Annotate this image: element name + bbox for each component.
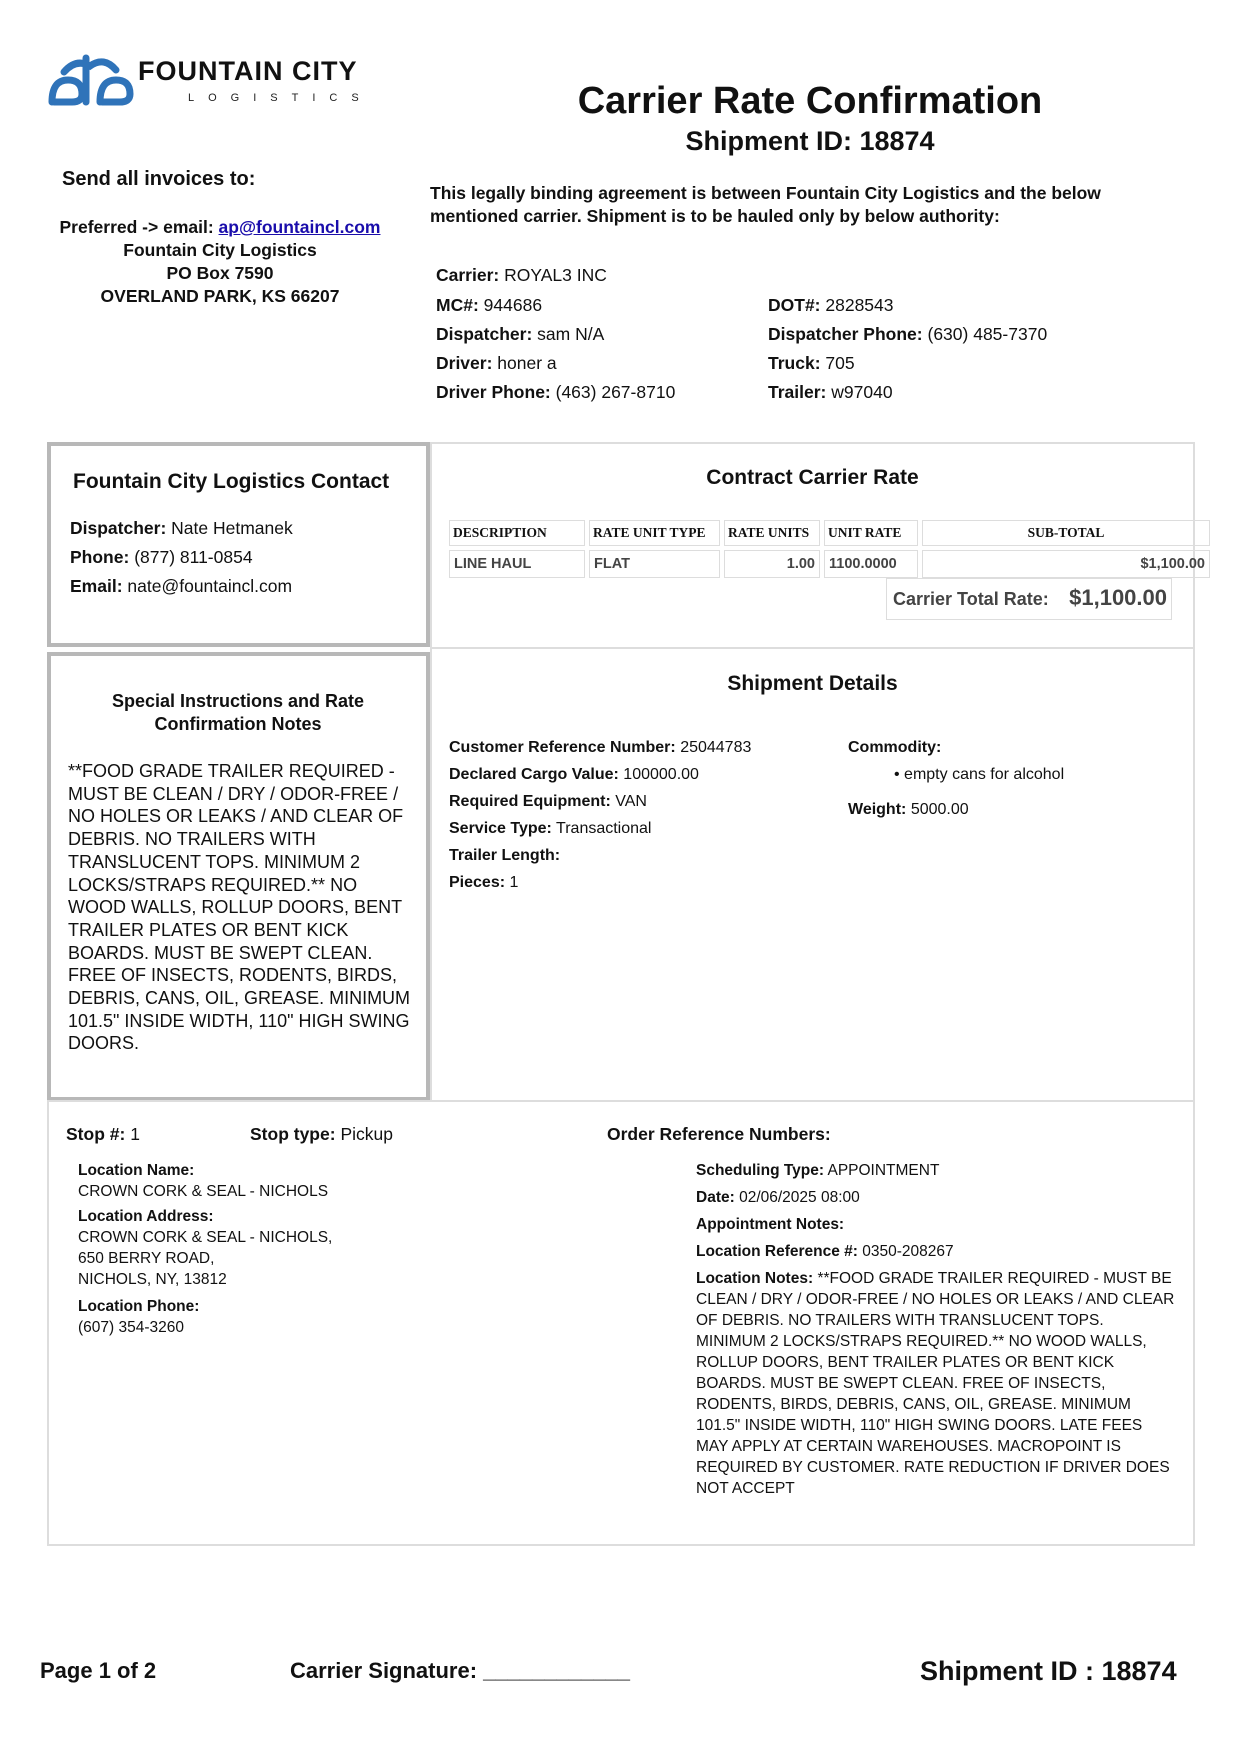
location-address-label: Location Address: [78,1208,214,1225]
trailer-length: Trailer Length: [449,847,561,864]
contact-email: Email: nate@fountaincl.com [70,576,293,596]
rate-cell: 1100.0000 [824,550,918,578]
cargo-value: Declared Cargo Value: 100000.00 [449,766,699,783]
address-line: NICHOLS, NY, 13812 [78,1271,227,1288]
order-ref-heading: Order Reference Numbers: [607,1124,831,1144]
location-notes: Location Notes: **FOOD GRADE TRAILER REQUIRED - MUST BE CLEAN / DRY / ODOR-FREE / NO HOLES OR LEAKS / AND CLEAR OF DEBRIS. NO TRAILERS WITH TRANSLUCENT TOPS. MINIMUM 2 LOCKS/STRAPS REQUIRED.** NO WOOD WALLS, ROLLUP DOORS, BENT TRAILER PLATES OR BENT KICK BOARDS. MUST BE SWEPT CLEAN. FREE OF INSECTS, RODENTS, BIRDS, DEBRIS, CANS, OIL, GREASE. MINIMUM 101.5" INSIDE WIDTH, 110" HIGH SWING DOORS. LATE FEES MAY APPLY AT CERTAIN WAREHOUSES. MACROPOINT IS REQUIRED BY CUSTOMER. RATE REDUCTION IF DRIVER DOES NOT ACCEPT [696,1270,1175,1497]
agreement-text: This legally binding agreement is between Fountain City Logistics and the below mentioned carrier. Shipment is to be hauled only by below authority: [430,183,1101,226]
scheduling-type: Scheduling Type: APPOINTMENT [696,1162,940,1179]
weight: Weight: 5000.00 [848,801,969,818]
pieces: Pieces: 1 [449,874,519,891]
total-label: Carrier Total Rate: [893,589,1049,609]
invoice-city: OVERLAND PARK, KS 66207 [100,286,340,306]
rate-table [445,516,1214,582]
driver-phone-line: Driver Phone: (463) 267-8710 [436,382,676,402]
rate-cell: $1,100.00 [922,550,1210,578]
invoice-email-link[interactable]: ap@fountaincl.com [218,217,381,237]
stop-number: Stop #: 1 [66,1124,140,1144]
trailer-line: Trailer: w97040 [768,382,893,402]
details-box [430,649,1195,1101]
truck-line: Truck: 705 [768,353,855,373]
total-value: $1,100.00 [1069,585,1167,610]
carrier-line: Carrier: ROYAL3 INC [436,265,607,285]
page-number: Page 1 of 2 [40,1658,157,1683]
invoice-company: Fountain City Logistics [123,240,317,260]
preferred-label: Preferred -> email: [59,217,214,237]
dispatcher-phone-line: Dispatcher Phone: (630) 485-7370 [768,324,1048,344]
rate-header: DESCRIPTION [449,520,585,546]
logo-name: FOUNTAIN CITY [138,56,358,86]
contact-phone: Phone: (877) 811-0854 [70,547,253,567]
address-line: CROWN CORK & SEAL - NICHOLS, [78,1229,333,1246]
rate-header: UNIT RATE [824,520,918,546]
stop-type: Stop type: Pickup [250,1124,393,1144]
invoice-heading: Send all invoices to: [62,168,256,190]
details-title: Shipment Details [727,672,898,695]
invoice-po-box: PO Box 7590 [166,263,274,283]
appointment-date: Date: 02/06/2025 08:00 [696,1189,860,1206]
required-equipment: Required Equipment: VAN [449,793,647,810]
fountain-logo-icon [46,50,136,110]
logo-sub: LOGISTICS [188,92,373,104]
appointment-notes-label: Appointment Notes: [696,1216,845,1233]
contact-title: Fountain City Logistics Contact [73,470,390,493]
location-reference: Location Reference #: 0350-208267 [696,1243,954,1260]
address-line: 650 BERRY ROAD, [78,1250,215,1267]
contact-dispatcher: Dispatcher: Nate Hetmanek [70,518,293,538]
rate-header: RATE UNIT TYPE [589,520,720,546]
dispatcher-line: Dispatcher: sam N/A [436,324,605,344]
customer-ref: Customer Reference Number: 25044783 [449,739,752,756]
dot-line: DOT#: 2828543 [768,295,894,315]
rate-cell: LINE HAUL [449,550,585,578]
rate-title: Contract Carrier Rate [706,466,919,489]
location-name-label: Location Name: [78,1162,195,1179]
rate-cell: FLAT [589,550,720,578]
total-box [886,578,1172,620]
appointment-block [696,1160,1176,1499]
footer-shipment-id: Shipment ID : 18874 [920,1656,1177,1686]
rate-header-row [449,520,1210,546]
commodity-label: Commodity: [848,739,942,756]
driver-line: Driver: honer a [436,353,557,373]
rate-cell: 1.00 [724,550,820,578]
notes-title: Special Instructions and Rate Confirmation Notes [111,691,365,734]
commodity-item: • empty cans for alcohol [894,766,1065,783]
service-type: Service Type: Transactional [449,820,652,837]
location-name: CROWN CORK & SEAL - NICHOLS [78,1183,329,1200]
mc-line: MC#: 944686 [436,295,543,315]
rate-row [449,550,1210,578]
location-block [78,1160,498,1338]
rate-header: RATE UNITS [724,520,820,546]
notes-text: **FOOD GRADE TRAILER REQUIRED - MUST BE CLEAN / DRY / ODOR-FREE / NO HOLES OR LEAKS / AND CLEAR OF DEBRIS. NO TRAILERS WITH TRANSLUCENT TOPS. MINIMUM 2 LOCKS/STRAPS REQUIRED.** NO WOOD WALLS, ROLLUP DOORS, BENT TRAILER PLATES OR BENT KICK BOARDS. MUST BE SWEPT CLEAN. FREE OF INSECTS, RODENTS, BIRDS, DEBRIS, CANS, OIL, GREASE. MINIMUM 101.5" INSIDE WIDTH, 110" HIGH SWING DOORS. [68,761,411,1054]
carrier-signature: Carrier Signature: ____________ [290,1658,630,1683]
location-phone: (607) 354-3260 [78,1319,184,1336]
page-title: Carrier Rate Confirmation [577,80,1043,122]
location-phone-label: Location Phone: [78,1298,200,1315]
invoice-address [30,216,410,308]
rate-header: SUB-TOTAL [922,520,1210,546]
shipment-id-heading: Shipment ID: 18874 [685,126,935,156]
